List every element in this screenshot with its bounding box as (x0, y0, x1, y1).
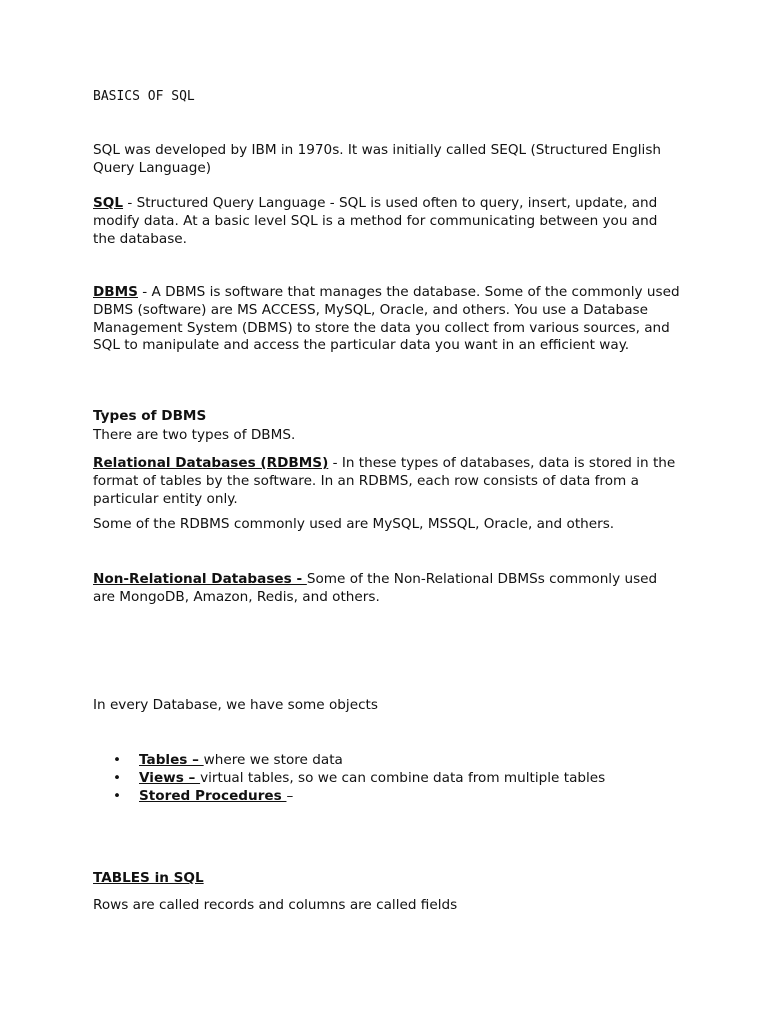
bullet-icon: • (113, 787, 122, 804)
sql-definition: - Structured Query Language - SQL is used often to query, insert, update, and modify data. At a basic level SQL is a method for communicating between you and the database. (93, 195, 658, 247)
nonrel-term: Non-Relational Databases - (93, 571, 307, 587)
sql-paragraph (93, 195, 683, 248)
bullet-icon: • (113, 769, 122, 786)
tables-text: Rows are called records and columns are called fields (93, 897, 458, 913)
nonrel-definition: Some of the Non-Relational DBMSs commonly used are MongoDB, Amazon, Redis, and others. (93, 571, 658, 605)
dbms-definition: - A DBMS is software that manages the database. Some of the commonly used DBMS (software) are MS ACCESS, MySQL, Oracle, and others. You use a Database Management System (DBMS) to store the data you collect from various sources, and SQL to manipulate and access the particular data you want in an efficient way. (93, 284, 680, 354)
object-term: Tables – (139, 752, 204, 768)
nonrel-paragraph (93, 571, 683, 607)
intro-paragraph: SQL was developed by IBM in 1970s. It was initially called SEQL (Structured English Query Language) (93, 142, 662, 176)
rdbms-term: Relational Databases (RDBMS) (93, 455, 329, 471)
document-heading: BASICS OF SQL (93, 89, 195, 104)
object-description: where we store data (203, 752, 343, 768)
bullet-icon: • (113, 752, 122, 768)
rdbms-paragraph (93, 455, 683, 508)
objects-list (93, 752, 693, 805)
sql-term: SQL (93, 195, 124, 211)
object-term: Stored Procedures (139, 787, 287, 804)
object-description: – (286, 787, 294, 804)
dbms-paragraph (93, 284, 683, 355)
types-intro: There are two types of DBMS. (93, 427, 296, 443)
objects-intro: In every Database, we have some objects (93, 697, 378, 713)
object-description: virtual tables, so we can combine data from multiple tables (200, 769, 606, 786)
rdbms-definition: - In these types of databases, data is stored in the format of tables by the software. In an RDBMS, each row consists of data from a particular entity only. (93, 455, 676, 507)
rdbms-examples: Some of the RDBMS commonly used are MySQL, MSSQL, Oracle, and others. (93, 516, 615, 532)
tables-heading: TABLES in SQL (93, 870, 204, 886)
list-item (93, 788, 693, 806)
dbms-term: DBMS (93, 284, 138, 300)
list-item (93, 752, 693, 770)
types-heading: Types of DBMS (93, 408, 207, 424)
object-term: Views – (139, 769, 201, 786)
list-item (93, 770, 693, 788)
